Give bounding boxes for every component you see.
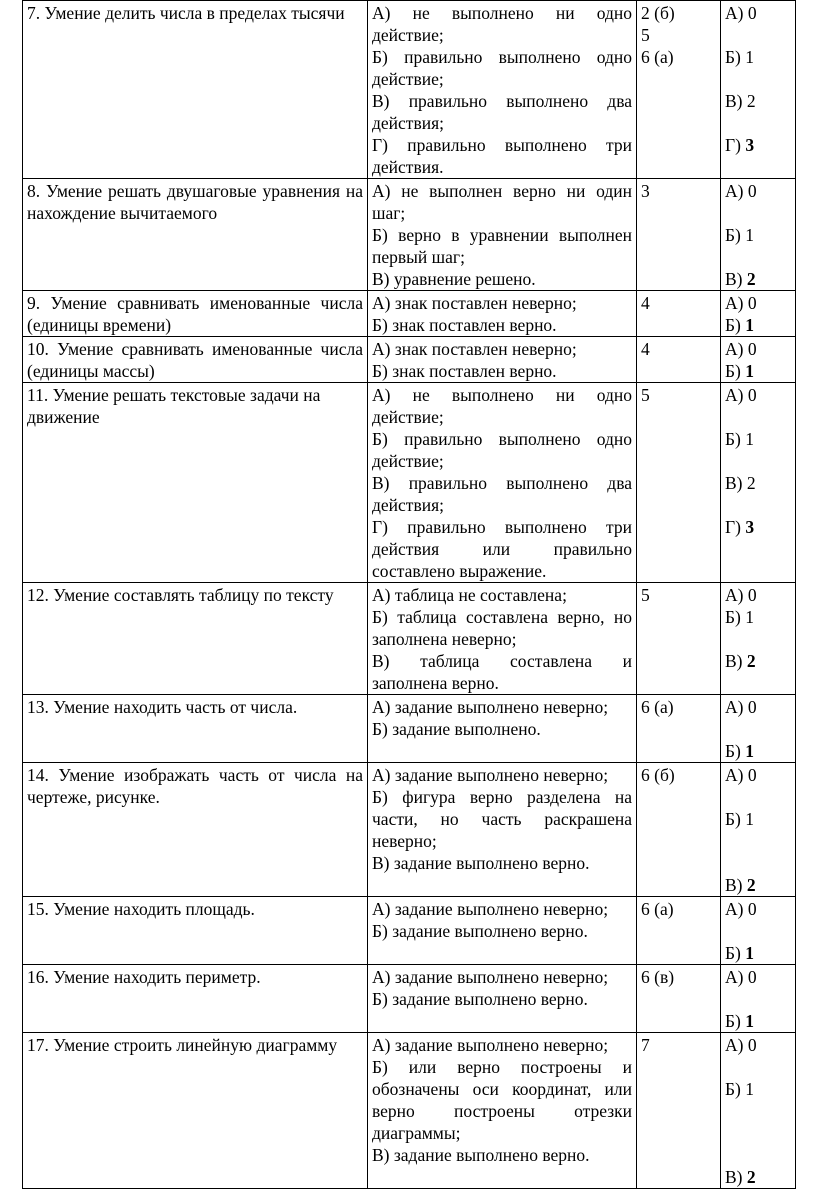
score-item xyxy=(725,2,791,46)
score-letter: Б) xyxy=(725,429,746,449)
score-item xyxy=(725,1034,791,1078)
score-letter: Г) xyxy=(725,135,746,155)
skill-text: 10. Умение сравнивать именованные числа (единицы массы) xyxy=(27,339,363,381)
skill-text: 9. Умение сравнивать именованные числа (единицы времени) xyxy=(27,293,363,335)
score-letter: Б) xyxy=(725,607,746,627)
score-letter: В) xyxy=(725,91,747,111)
score-item xyxy=(725,360,791,382)
assessment-table xyxy=(22,0,796,1189)
score-cell xyxy=(721,291,796,337)
table-row xyxy=(23,965,796,1033)
task-number: 4 xyxy=(641,339,650,359)
score-cell xyxy=(721,897,796,965)
score-value: 1 xyxy=(745,315,755,335)
criteria-item: Б) правильно выполнено одно действие; xyxy=(372,429,632,471)
criteria-cell xyxy=(368,897,637,965)
score-letter: А) xyxy=(725,3,748,23)
criteria-cell xyxy=(368,1033,637,1189)
skill-cell xyxy=(23,583,368,695)
score-item xyxy=(725,224,791,268)
score-letter: А) xyxy=(725,385,748,405)
score-item xyxy=(725,966,791,1010)
skill-cell xyxy=(23,291,368,337)
score-item xyxy=(725,808,791,874)
criteria-item: Б) фигура верно разделена на части, но часть раскрашена неверно; xyxy=(372,787,632,851)
score-item xyxy=(725,650,791,672)
score-letter: А) xyxy=(725,585,748,605)
criteria-item: А) не выполнено ни одно действие; xyxy=(372,385,632,427)
table-row xyxy=(23,897,796,965)
criteria-item: Г) правильно выполнено три действия или правильно составлено выражение. xyxy=(372,517,632,581)
task-number: 5 xyxy=(641,385,650,405)
score-letter: В) xyxy=(725,875,747,895)
skill-text: 8. Умение решать двушаговые уравнения на нахождение вычитаемого xyxy=(27,181,363,223)
task-cell xyxy=(637,1033,721,1189)
criteria-item: А) знак поставлен неверно; xyxy=(372,339,577,359)
score-letter: В) xyxy=(725,651,747,671)
score-letter: Б) xyxy=(725,361,746,381)
score-value: 0 xyxy=(747,899,757,919)
task-number: 5 xyxy=(641,25,650,45)
score-value: 3 xyxy=(745,135,755,155)
score-letter: А) xyxy=(725,967,748,987)
score-item xyxy=(725,46,791,90)
task-number: 6 (в) xyxy=(641,967,675,987)
criteria-item: А) задание выполнено неверно; xyxy=(372,967,609,987)
score-value: 2 xyxy=(746,875,756,895)
task-cell xyxy=(637,383,721,583)
criteria-item: А) знак поставлен неверно; xyxy=(372,293,577,313)
criteria-item: А) задание выполнено неверно; xyxy=(372,765,609,785)
score-item xyxy=(725,1166,791,1188)
task-cell xyxy=(637,763,721,897)
skill-text: 12. Умение составлять таблицу по тексту xyxy=(27,585,334,605)
score-value: 0 xyxy=(747,585,757,605)
task-number: 6 (а) xyxy=(641,899,674,919)
task-number: 2 (б) xyxy=(641,3,675,23)
score-value: 3 xyxy=(745,517,755,537)
score-value: 1 xyxy=(745,741,755,761)
skill-cell xyxy=(23,1033,368,1189)
criteria-item: Б) знак поставлен верно. xyxy=(372,361,557,381)
score-value: 0 xyxy=(747,765,757,785)
score-letter: Б) xyxy=(725,1079,746,1099)
score-value: 0 xyxy=(747,385,757,405)
task-cell xyxy=(637,695,721,763)
task-number: 5 xyxy=(641,585,650,605)
score-value: 2 xyxy=(746,1167,756,1187)
criteria-item: Б) задание выполнено верно. xyxy=(372,921,588,941)
criteria-cell xyxy=(368,337,637,383)
table-row xyxy=(23,1033,796,1189)
criteria-item: А) задание выполнено неверно; xyxy=(372,899,609,919)
score-cell xyxy=(721,583,796,695)
score-item xyxy=(725,898,791,942)
score-cell xyxy=(721,1,796,179)
criteria-item: Б) верно в уравнении выполнен первый шаг; xyxy=(372,225,632,267)
criteria-item: А) задание выполнено неверно; xyxy=(372,1035,609,1055)
score-cell xyxy=(721,695,796,763)
table-row xyxy=(23,291,796,337)
criteria-item: Б) правильно выполнено одно действие; xyxy=(372,47,632,89)
score-letter: А) xyxy=(725,899,748,919)
task-number: 7 xyxy=(641,1035,650,1055)
score-cell xyxy=(721,1033,796,1189)
score-letter: Г) xyxy=(725,517,746,537)
score-item xyxy=(725,1010,791,1032)
skill-text: 16. Умение находить периметр. xyxy=(27,967,261,987)
score-letter: Б) xyxy=(725,315,746,335)
skill-cell xyxy=(23,763,368,897)
task-cell xyxy=(637,965,721,1033)
criteria-item: Б) таблица составлена верно, но заполнена неверно; xyxy=(372,607,632,649)
skill-text: 15. Умение находить площадь. xyxy=(27,899,255,919)
score-letter: А) xyxy=(725,339,748,359)
score-letter: А) xyxy=(725,1035,748,1055)
score-letter: Б) xyxy=(725,47,746,67)
score-item xyxy=(725,740,791,762)
score-item xyxy=(725,134,791,156)
task-cell xyxy=(637,291,721,337)
score-value: 0 xyxy=(747,3,757,23)
criteria-item: Б) знак поставлен верно. xyxy=(372,315,557,335)
score-value: 1 xyxy=(745,1011,755,1031)
task-number: 4 xyxy=(641,293,650,313)
skill-cell xyxy=(23,337,368,383)
criteria-cell xyxy=(368,965,637,1033)
skill-cell xyxy=(23,965,368,1033)
score-value: 1 xyxy=(745,1079,755,1099)
table-row xyxy=(23,583,796,695)
score-value: 1 xyxy=(745,361,755,381)
score-cell xyxy=(721,965,796,1033)
criteria-item: В) правильно выполнено два действия; xyxy=(372,473,632,515)
criteria-cell xyxy=(368,179,637,291)
score-cell xyxy=(721,179,796,291)
score-value: 2 xyxy=(746,473,756,493)
criteria-item: В) задание выполнено верно. xyxy=(372,1145,590,1165)
task-number: 3 xyxy=(641,181,650,201)
score-item xyxy=(725,90,791,134)
score-value: 1 xyxy=(745,607,755,627)
score-item xyxy=(725,516,791,538)
score-item xyxy=(725,1078,791,1166)
criteria-item: В) правильно выполнено два действия; xyxy=(372,91,632,133)
score-letter: А) xyxy=(725,293,748,313)
score-letter: В) xyxy=(725,473,747,493)
skill-text: 7. Умение делить числа в пределах тысячи xyxy=(27,3,345,23)
score-cell xyxy=(721,763,796,897)
score-item xyxy=(725,606,791,650)
criteria-item: В) задание выполнено верно. xyxy=(372,853,590,873)
table-row xyxy=(23,179,796,291)
score-value: 1 xyxy=(745,429,755,449)
score-value: 0 xyxy=(747,967,757,987)
skill-text: 14. Умение изображать часть от числа на чертеже, рисунке. xyxy=(27,765,363,807)
score-letter: Б) xyxy=(725,1011,746,1031)
score-value: 0 xyxy=(747,181,757,201)
criteria-item: А) задание выполнено неверно; xyxy=(372,697,609,717)
score-item xyxy=(725,314,791,336)
criteria-item: В) таблица составлена и заполнена верно. xyxy=(372,651,632,693)
score-letter: Б) xyxy=(725,943,746,963)
score-value: 0 xyxy=(747,339,757,359)
score-item xyxy=(725,472,791,516)
score-letter: В) xyxy=(725,1167,747,1187)
score-letter: А) xyxy=(725,181,748,201)
criteria-cell xyxy=(368,583,637,695)
score-letter: Б) xyxy=(725,225,746,245)
score-value: 1 xyxy=(745,47,755,67)
table-row xyxy=(23,695,796,763)
table-row xyxy=(23,337,796,383)
task-number: 6 (б) xyxy=(641,765,675,785)
score-cell xyxy=(721,383,796,583)
score-letter: Б) xyxy=(725,809,746,829)
task-number: 6 (а) xyxy=(641,47,674,67)
criteria-item: А) не выполнено ни одно действие; xyxy=(372,3,632,45)
skill-cell xyxy=(23,897,368,965)
score-item xyxy=(725,268,791,290)
score-item xyxy=(725,584,791,606)
skill-text: 11. Умение решать текстовые задачи на движение xyxy=(27,385,321,427)
skill-text: 13. Умение находить часть от числа. xyxy=(27,697,298,717)
score-item xyxy=(725,292,791,314)
table-row xyxy=(23,1,796,179)
skill-cell xyxy=(23,695,368,763)
skill-cell xyxy=(23,179,368,291)
score-item xyxy=(725,764,791,808)
score-value: 0 xyxy=(747,697,757,717)
score-item xyxy=(725,180,791,224)
score-value: 2 xyxy=(746,651,756,671)
criteria-item: Б) задание выполнено. xyxy=(372,719,541,739)
task-cell xyxy=(637,583,721,695)
table-row xyxy=(23,763,796,897)
task-cell xyxy=(637,1,721,179)
task-cell xyxy=(637,179,721,291)
criteria-item: Б) или верно построены и обозначены оси координат, или верно построены отрезки диаграммы; xyxy=(372,1057,632,1143)
criteria-cell xyxy=(368,291,637,337)
task-cell xyxy=(637,337,721,383)
score-item xyxy=(725,874,791,896)
skill-cell xyxy=(23,1,368,179)
score-item xyxy=(725,384,791,428)
criteria-cell xyxy=(368,695,637,763)
score-value: 0 xyxy=(747,1035,757,1055)
skill-text: 17. Умение строить линейную диаграмму xyxy=(27,1035,338,1055)
score-letter: А) xyxy=(725,765,748,785)
score-item xyxy=(725,428,791,472)
criteria-cell xyxy=(368,1,637,179)
score-value: 1 xyxy=(745,943,755,963)
criteria-item: Б) задание выполнено верно. xyxy=(372,989,588,1009)
criteria-item: А) не выполнен верно ни один шаг; xyxy=(372,181,632,223)
score-value: 2 xyxy=(746,91,756,111)
score-item xyxy=(725,696,791,740)
score-value: 1 xyxy=(745,225,755,245)
score-letter: Б) xyxy=(725,741,746,761)
score-cell xyxy=(721,337,796,383)
criteria-item: В) уравнение решено. xyxy=(372,269,536,289)
task-number: 6 (а) xyxy=(641,697,674,717)
score-item xyxy=(725,338,791,360)
criteria-item: А) таблица не составлена; xyxy=(372,585,567,605)
criteria-item: Г) правильно выполнено три действия. xyxy=(372,135,632,177)
skill-cell xyxy=(23,383,368,583)
score-value: 0 xyxy=(747,293,757,313)
criteria-cell xyxy=(368,763,637,897)
score-item xyxy=(725,942,791,964)
score-value: 2 xyxy=(746,269,756,289)
score-letter: А) xyxy=(725,697,748,717)
table-row xyxy=(23,383,796,583)
task-cell xyxy=(637,897,721,965)
score-letter: В) xyxy=(725,269,747,289)
criteria-cell xyxy=(368,383,637,583)
score-value: 1 xyxy=(745,809,755,829)
